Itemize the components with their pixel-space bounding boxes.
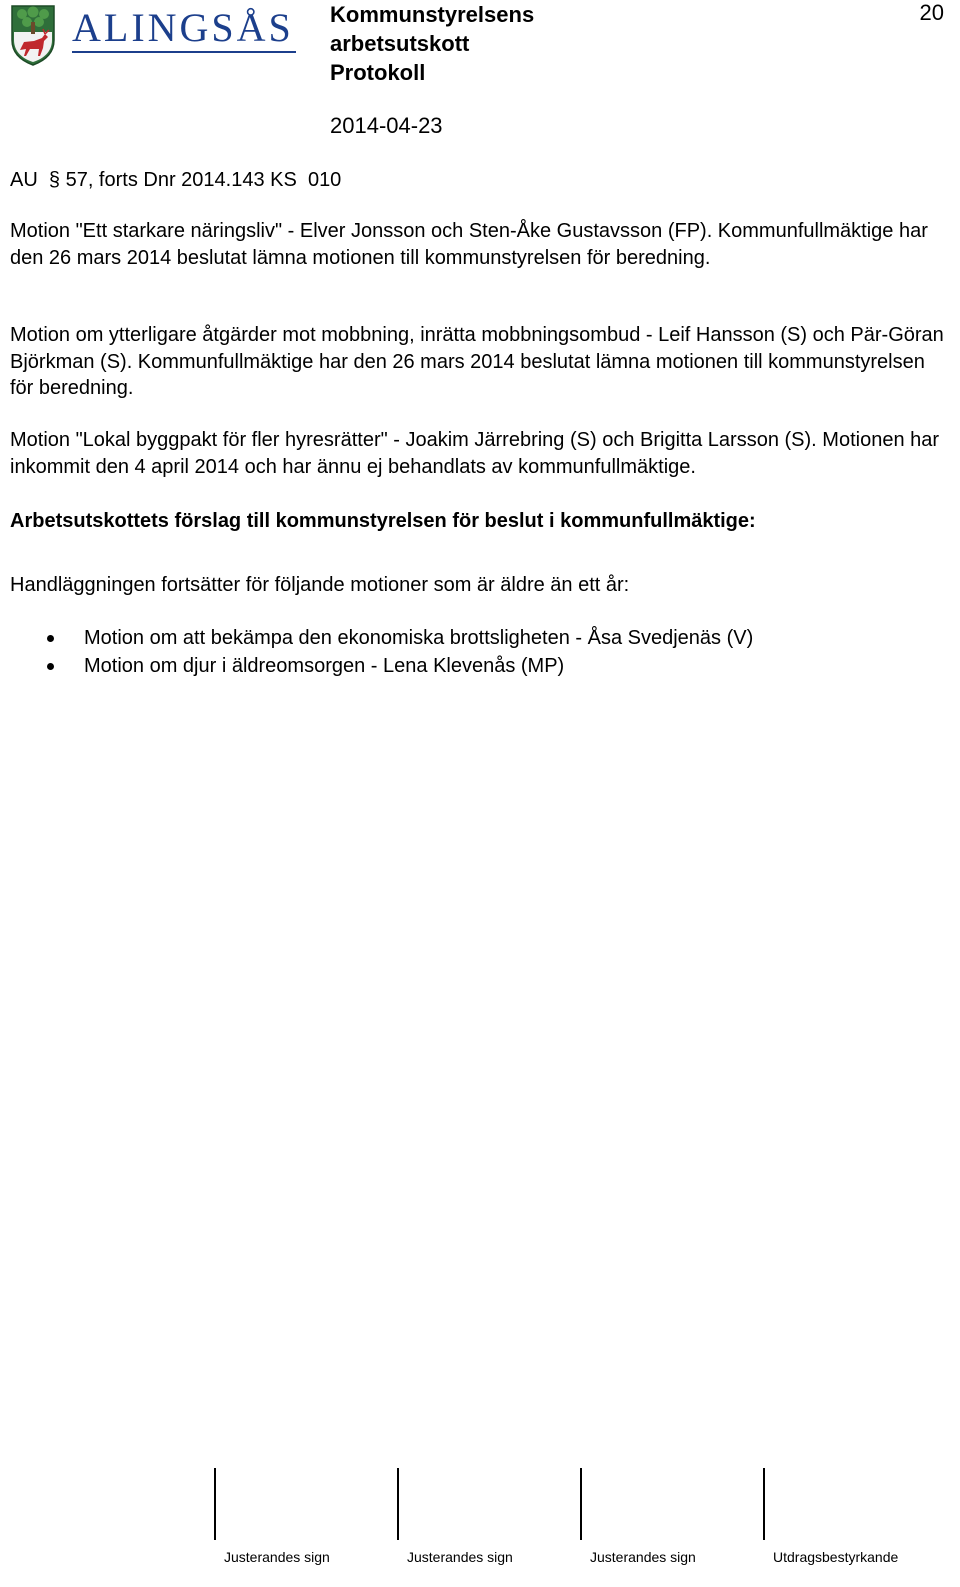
- signature-footer: [0, 1468, 960, 1587]
- list-item-text: Motion om att bekämpa den ekonomiska brottsligheten - Åsa Svedjenäs (V): [84, 627, 754, 649]
- paragraph-motion-byggpakt: Motion "Lokal byggpakt för fler hyresrätter" - Joakim Järrebring (S) och Brigitta Larsson (S). Motionen har inkommit den 4 april 2014 och har ännu ej behandlats av kommunfullmäktige.: [10, 429, 940, 478]
- list-item: [10, 624, 945, 652]
- meeting-date: 2014-04-23: [330, 113, 443, 138]
- coat-of-arms-icon: [10, 4, 56, 66]
- title-line-3: Protokoll: [330, 60, 426, 85]
- signature-label-4: Utdragsbestyrkande: [773, 1549, 899, 1565]
- alingsas-logo: [10, 4, 295, 68]
- signature-label-1: Justerandes sign: [224, 1549, 330, 1565]
- signature-divider: [397, 1468, 399, 1540]
- signature-divider: [580, 1468, 582, 1540]
- paragraph-motion-mobbning: Motion om ytterligare åtgärder mot mobbning, inrätta mobbningsombud - Leif Hansson (S) och Pär-Göran Björkman (S). Kommunfullmäktige har den 26 mars 2014 beslutat lämna motionen till kommunstyrelsen för beredning.: [10, 324, 944, 399]
- proposal-heading: Arbetsutskottets förslag till kommunstyrelsen för beslut i kommunfullmäktige:: [10, 510, 756, 532]
- proposal-intro: Handläggningen fortsätter för följande motioner som är äldre än ett år:: [10, 574, 630, 596]
- logo-underline: [72, 51, 296, 53]
- signature-label-3: Justerandes sign: [590, 1549, 696, 1565]
- title-line-1: Kommunstyrelsens: [330, 2, 535, 27]
- page-number: 20: [919, 0, 944, 25]
- paragraph-motion-naringsliv: Motion "Ett starkare näringsliv" - Elver Jonsson och Sten-Åke Gustavsson (FP). Kommunfullmäktige har den 26 mars 2014 beslutat lämna motionen till kommunstyrelsen för beredning.: [10, 220, 928, 269]
- bullet-icon: [47, 663, 54, 670]
- bullet-icon: [47, 635, 54, 642]
- title-line-2: arbetsutskott: [330, 31, 470, 56]
- list-item: [10, 652, 945, 680]
- document-title: [330, 0, 534, 87]
- list-item-text: Motion om djur i äldreomsorgen - Lena Klevenås (MP): [84, 655, 565, 677]
- signature-divider: [763, 1468, 765, 1540]
- logo-wordmark: ALINGSÅS: [72, 5, 294, 50]
- signature-divider: [214, 1468, 216, 1540]
- signature-label-2: Justerandes sign: [407, 1549, 513, 1565]
- motion-list: [10, 624, 945, 680]
- section-reference: AU § 57, forts Dnr 2014.143 KS 010: [10, 169, 342, 191]
